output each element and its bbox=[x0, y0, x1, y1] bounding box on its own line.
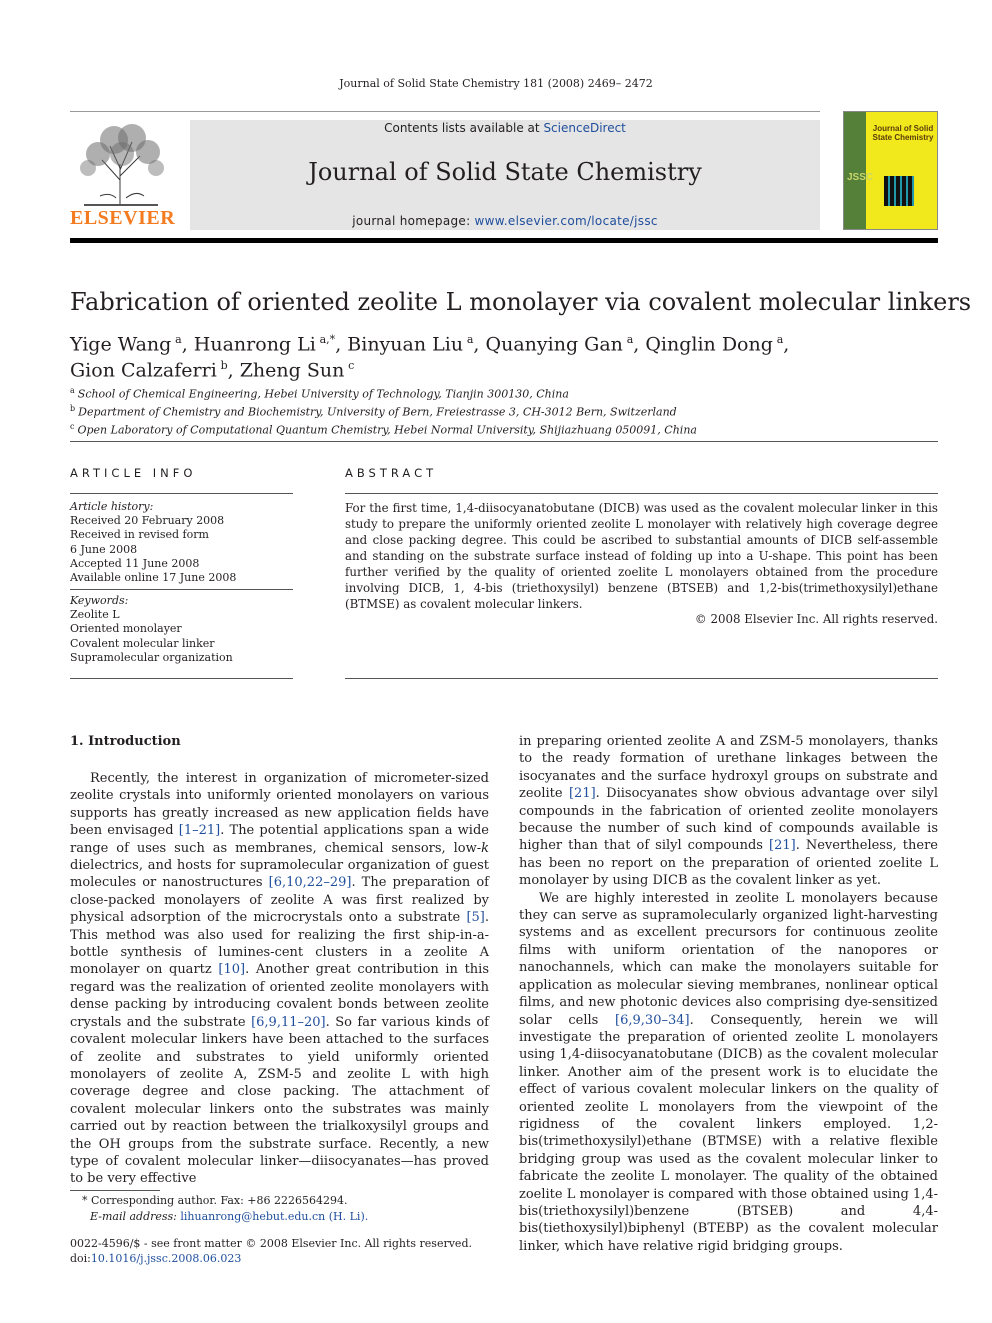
sciencedirect-link[interactable]: ScienceDirect bbox=[543, 121, 626, 135]
reference-link[interactable]: [1–21] bbox=[178, 823, 221, 839]
reference-link[interactable]: [21] bbox=[568, 786, 596, 802]
abstract-bottom-rule bbox=[345, 678, 938, 679]
corresponding-author: * Corresponding author. Fax: +86 2226564294. bbox=[82, 1194, 348, 1207]
keyword: Covalent molecular linker bbox=[70, 636, 215, 650]
intro-paragraph-continued: in preparing oriented zeolite A and ZSM-5 monolayers, thanks to the ready formation of urethane linkages between the isocyanates and the surface hydroxyl groups on substrate and zeolite [21]. Diisocyanates show obvious advantage over silyl compounds in the fabrication of oriented zeolite monolayers because the number of such kind of compounds available is higher than that of silyl compounds [21]. Nevertheless, there has been no report on the preparation of oriented zoelite L monolayer by using DICB as the covalent linker as yet. bbox=[519, 734, 938, 889]
homepage-link[interactable]: www.elsevier.com/locate/jssc bbox=[474, 214, 658, 228]
abstract-copyright: © 2008 Elsevier Inc. All rights reserved. bbox=[694, 612, 938, 626]
reference-link[interactable]: [6,10,22–29] bbox=[268, 875, 352, 891]
author-affiliation-mark: a bbox=[776, 333, 784, 346]
tree-icon bbox=[70, 120, 172, 208]
author-name: Huanrong Li bbox=[193, 333, 320, 356]
intro-paragraph-2: We are highly interested in zeolite L monolayers because they can serve as supramolecularly organized light-harvesting systems and as excellent precursors for continuous zeolite films with uniform orientation of the nanopores or nanochannels, which can make the monolayers suitable for application as molecular sieving membranes, nonlinear optical films, and new photonic devices also comprising dye-sensitized solar cells [6,9,30–34]. Consequently, herein we will investigate the preparation of oriented zeolite L monolayers using 1,4-diisocyanatobutane (DICB) as the covalent molecular linker. Another aim of the present work is to elucidate the effect of various covalent molecular linkers on the quality of oriented zeolite L monolayers from the viewpoint of the rigidness of the covalent linkers employed. 1,2-bis(trimethoxysilyl)ethane (BTMSE) with a relative flexible bridging group was used as the covalent molecular linker to fabricate the zeolite L monolayer. The quality of the obtained zoelite L monolayer is compared with those obtained using 1,4-bis(triethoxysilyl)benzene (BTSEB) and 4,4-bis(tiethoxysilyl)biphenyl (BTEBP) as the covalent molecular linker, which have relative rigid bridging groups. bbox=[519, 890, 938, 1254]
reference-link[interactable]: [6,9,30–34] bbox=[615, 1012, 690, 1028]
author-affiliation-mark: b bbox=[220, 359, 228, 373]
reference-link[interactable]: [21] bbox=[769, 838, 796, 854]
history-item: 6 June 2008 bbox=[70, 542, 138, 556]
affiliation: $^a$ School of Chemical Engineering, Hebei University of Technology, Tianjin 300130, China bbox=[70, 386, 569, 401]
authors-line-1: Yige Wang $^a$, Huanrong Li $^{a,*}$, Binyuan Liu $^a$, Quanying Gan $^a$, Qinglin Dong $^a$, bbox=[70, 333, 790, 356]
intro-paragraph-1: Recently, the interest in organization of micrometer-sized zeolite crystals into uniformly oriented monolayers on various supports has greatly increased as new application fields have been envisaged [1–21]. The potential applications span a wide range of uses such as membranes, chemical sensors, low-k dielectrics, and hosts for supramolecular organization of guest molecules or nanostructures [6,10,22–29]. The preparation of close-packed monolayers of zeolite A was first realized by physical adsorption of the microcrystals onto a substrate [5]. This method was also used for realizing the first ship-in-a-bottle synthesis of lumines-cent clusters in a zeolite A monolayer on quartz [10]. Another great contribution in this regard was the realization of oriented zeolite monolayers with dense packing by introducing covalent bonds between zeolite crystals and the substrate [6,9,11–20]. So far various kinds of covalent molecular linkers have been attached to the surfaces of zeolite and substrates to yield uniformly oriented monolayers of zeolite A, ZSM-5 and zeolite L with high coverage degree and close packing. The attachment of covalent molecular linkers onto the substrates was mainly carried out by reaction between the trialkoxysilyl groups and the OH groups from the substrate surface. Recently, a new type of covalent molecular linker—diisocyanates—has proved to be very effective bbox=[70, 771, 489, 1187]
journal-citation: Journal of Solid State Chemistry 181 (2008) 2469– 2472 bbox=[339, 77, 653, 90]
history-item: Available online 17 June 2008 bbox=[70, 571, 237, 585]
doi-link[interactable]: 10.1016/j.jssc.2008.06.023 bbox=[90, 1252, 242, 1265]
cover-vertical-text: JSSC bbox=[847, 172, 874, 183]
author-list bbox=[70, 329, 930, 382]
journal-cover-thumbnail bbox=[843, 111, 938, 230]
author-affiliation-mark: c bbox=[348, 359, 355, 373]
footnote bbox=[70, 1193, 368, 1224]
author-name: Quanying Gan bbox=[485, 333, 627, 356]
article-title: Fabrication of oriented zeolite L monolayer via covalent molecular linkers bbox=[70, 288, 972, 316]
homepage-line: journal homepage: www.elsevier.com/locate/jssc bbox=[352, 214, 658, 228]
keyword: Supramolecular organization bbox=[70, 650, 233, 664]
affiliation: $^c$ Open Laboratory of Computational Quantum Chemistry, Hebei Normal University, Shijiazhuang 050091, China bbox=[70, 422, 697, 437]
cover-title: Journal of Solid State Chemistry bbox=[872, 124, 934, 142]
author-name: Binyuan Liu bbox=[347, 333, 467, 356]
issn-line: 0022-4596/$ - see front matter © 2008 Elsevier Inc. All rights reserved. bbox=[70, 1237, 472, 1250]
author-affiliation-mark: a,* bbox=[319, 333, 336, 346]
body-column-right bbox=[519, 733, 938, 1255]
keyword: Oriented monolayer bbox=[70, 622, 182, 636]
author-name: Zheng Sun bbox=[239, 359, 349, 382]
footnote-rule bbox=[70, 1190, 160, 1191]
reference-link[interactable]: [6,9,11–20] bbox=[251, 1014, 326, 1030]
cover-image bbox=[884, 176, 914, 206]
article-info-heading: ARTICLE INFO bbox=[70, 466, 197, 480]
header-rule bbox=[70, 111, 820, 112]
author-affiliation-mark: a bbox=[175, 333, 182, 346]
contents-line: Contents lists available at ScienceDirect bbox=[384, 121, 626, 135]
abstract-text: For the first time, 1,4-diisocyanatobutane (DICB) was used as the covalent molecular linker in this study to prepare the uniformly oriented zeolite L monolayer with relatively high coverage degree and close packing degree. This could be ascribed to substantial amounts of DICB self-assemble and standing on the substrate surface instead of folding up into a U-shape. This point has been further verified by the quality of oriented zoelite L monolayers obtained from the procedure involving DICB, 1, 4-bis (triethoxysilyl) benzene (BTSEB) and 1,2-bis(trimethoxysilyl)ethane (BTMSE) as covalent molecular linkers. bbox=[345, 501, 938, 611]
author-affiliation-mark: a bbox=[626, 333, 634, 346]
abstract-heading: ABSTRACT bbox=[345, 466, 438, 480]
email-line: E-mail address: lihuanrong@hebut.edu.cn (H. Li). bbox=[90, 1209, 369, 1223]
history-item: Accepted 11 June 2008 bbox=[70, 556, 200, 570]
keywords-label: Keywords: bbox=[70, 594, 129, 607]
authors-line-2: Gion Calzaferri $^b$, Zheng Sun $^c$ bbox=[70, 359, 355, 382]
doi-line: doi:10.1016/j.jssc.2008.06.023 bbox=[70, 1252, 242, 1265]
history-label: Article history: bbox=[70, 500, 154, 513]
author-name: Qinglin Dong bbox=[645, 333, 777, 356]
history-rule bbox=[70, 589, 293, 590]
body-column-left bbox=[70, 770, 489, 1188]
article-info-rule bbox=[70, 493, 293, 494]
abstract-rule bbox=[345, 493, 938, 494]
history-item: Received 20 February 2008 bbox=[70, 514, 225, 528]
elsevier-logo bbox=[70, 120, 176, 230]
reference-link[interactable]: [10] bbox=[218, 962, 246, 978]
issn-block bbox=[70, 1236, 472, 1266]
cover-strip bbox=[844, 112, 874, 230]
affiliations bbox=[70, 384, 697, 438]
journal-title: Journal of Solid State Chemistry bbox=[308, 158, 702, 186]
article-history bbox=[70, 500, 236, 585]
author-name: Gion Calzaferri bbox=[70, 359, 221, 382]
reference-link[interactable]: [5] bbox=[466, 910, 485, 926]
keywords-rule bbox=[70, 678, 293, 679]
keywords bbox=[70, 594, 233, 665]
section-heading-introduction: 1. Introduction bbox=[70, 734, 181, 749]
email-link[interactable]: lihuanrong@hebut.edu.cn bbox=[180, 1209, 326, 1223]
journal-banner bbox=[190, 120, 820, 230]
author-name: Yige Wang bbox=[70, 333, 176, 356]
history-item: Received in revised form bbox=[70, 528, 209, 542]
keyword: Zeolite L bbox=[70, 608, 120, 622]
header-thick-rule bbox=[70, 238, 938, 243]
elsevier-wordmark: ELSEVIER bbox=[70, 207, 176, 229]
author-affiliation-mark: a bbox=[466, 333, 474, 346]
affiliation-rule bbox=[70, 441, 938, 442]
affiliation: $^b$ Department of Chemistry and Biochemistry, University of Bern, Freiestrasse 3, CH-3012 Bern, Switzerland bbox=[70, 404, 677, 419]
